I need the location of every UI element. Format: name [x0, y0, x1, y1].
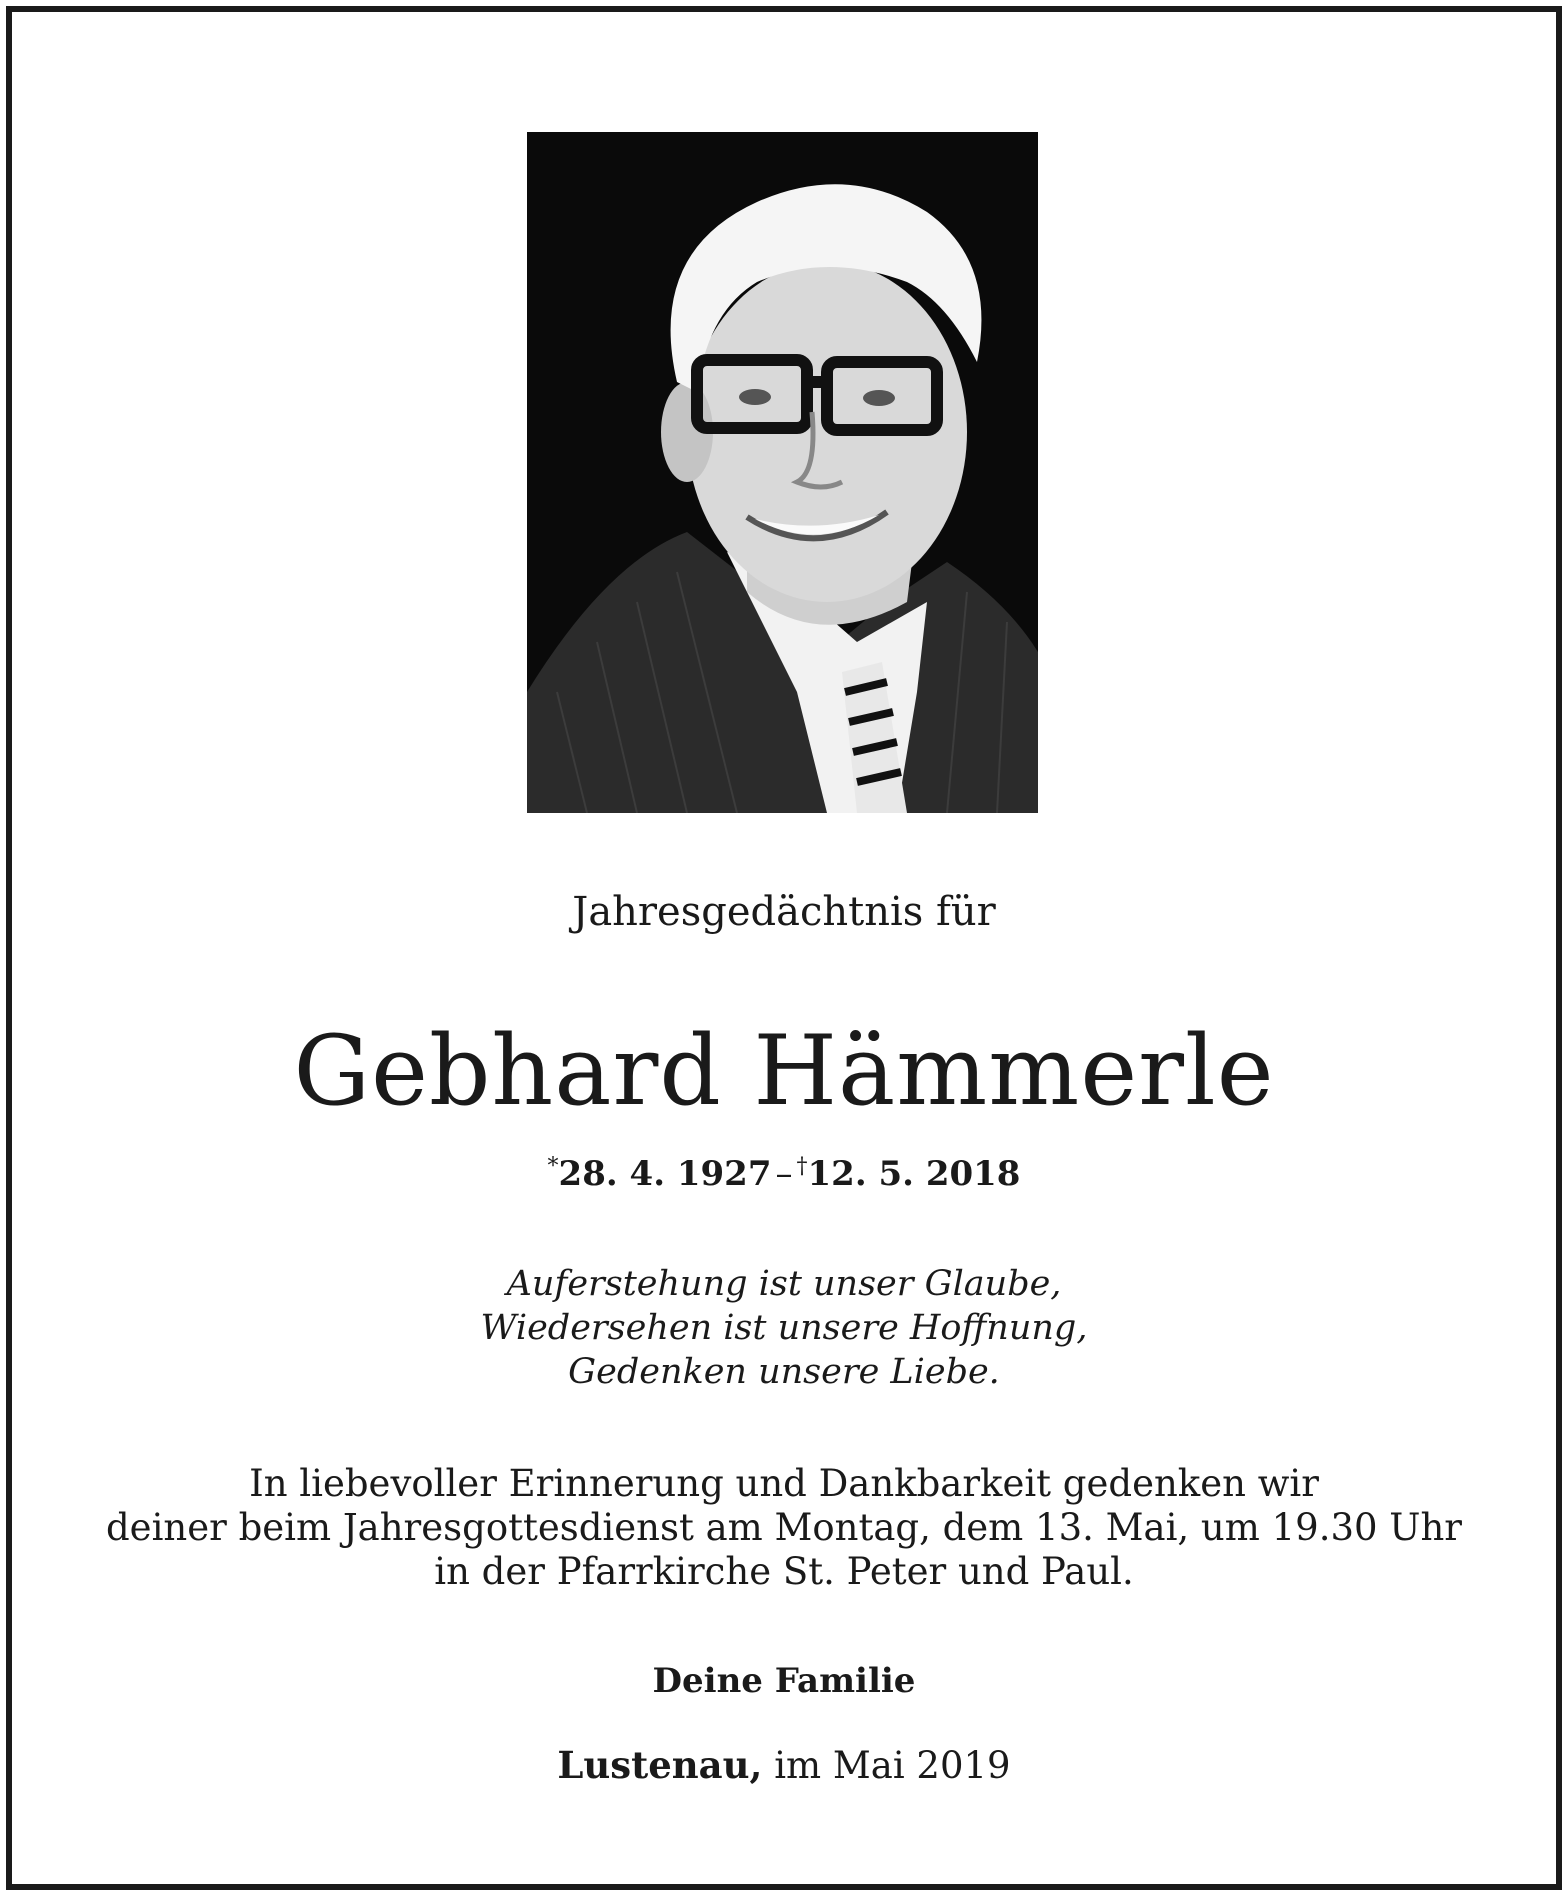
place-name: Lustenau,	[557, 1743, 763, 1787]
date-separator: –	[775, 1154, 793, 1194]
memorial-quote	[0, 1262, 1568, 1394]
portrait-icon	[527, 132, 1038, 813]
birth-date: 28. 4. 1927	[558, 1154, 772, 1194]
death-date: 12. 5. 2018	[807, 1154, 1021, 1194]
message-line: in der Pfarrkirche St. Peter und Paul.	[434, 1550, 1134, 1593]
quote-line: Auferstehung ist unser Glaube,	[506, 1264, 1062, 1304]
place-date	[0, 1742, 1568, 1789]
family-signature: Deine Familie	[652, 1661, 916, 1701]
message-line: deiner beim Jahresgottesdienst am Montag, dem 13. Mai, um 19.30 Uhr	[105, 1506, 1462, 1549]
intro-heading: Jahresgedächtnis für	[572, 889, 996, 935]
message-line: In liebevoller Erinnerung und Dankbarkeit gedenken wir	[249, 1462, 1319, 1505]
life-dates	[0, 1146, 1568, 1195]
quote-line: Gedenken unsere Liebe.	[568, 1352, 1000, 1392]
death-symbol: †	[796, 1154, 808, 1179]
memorial-message	[0, 1462, 1568, 1594]
portrait-photo	[527, 132, 1038, 813]
deceased-name: Gebhard Hämmerle	[293, 1015, 1275, 1127]
birth-symbol: *	[547, 1154, 559, 1179]
quote-line: Wiedersehen ist unsere Hoffnung,	[480, 1308, 1088, 1348]
notice-date: im Mai 2019	[774, 1744, 1011, 1787]
